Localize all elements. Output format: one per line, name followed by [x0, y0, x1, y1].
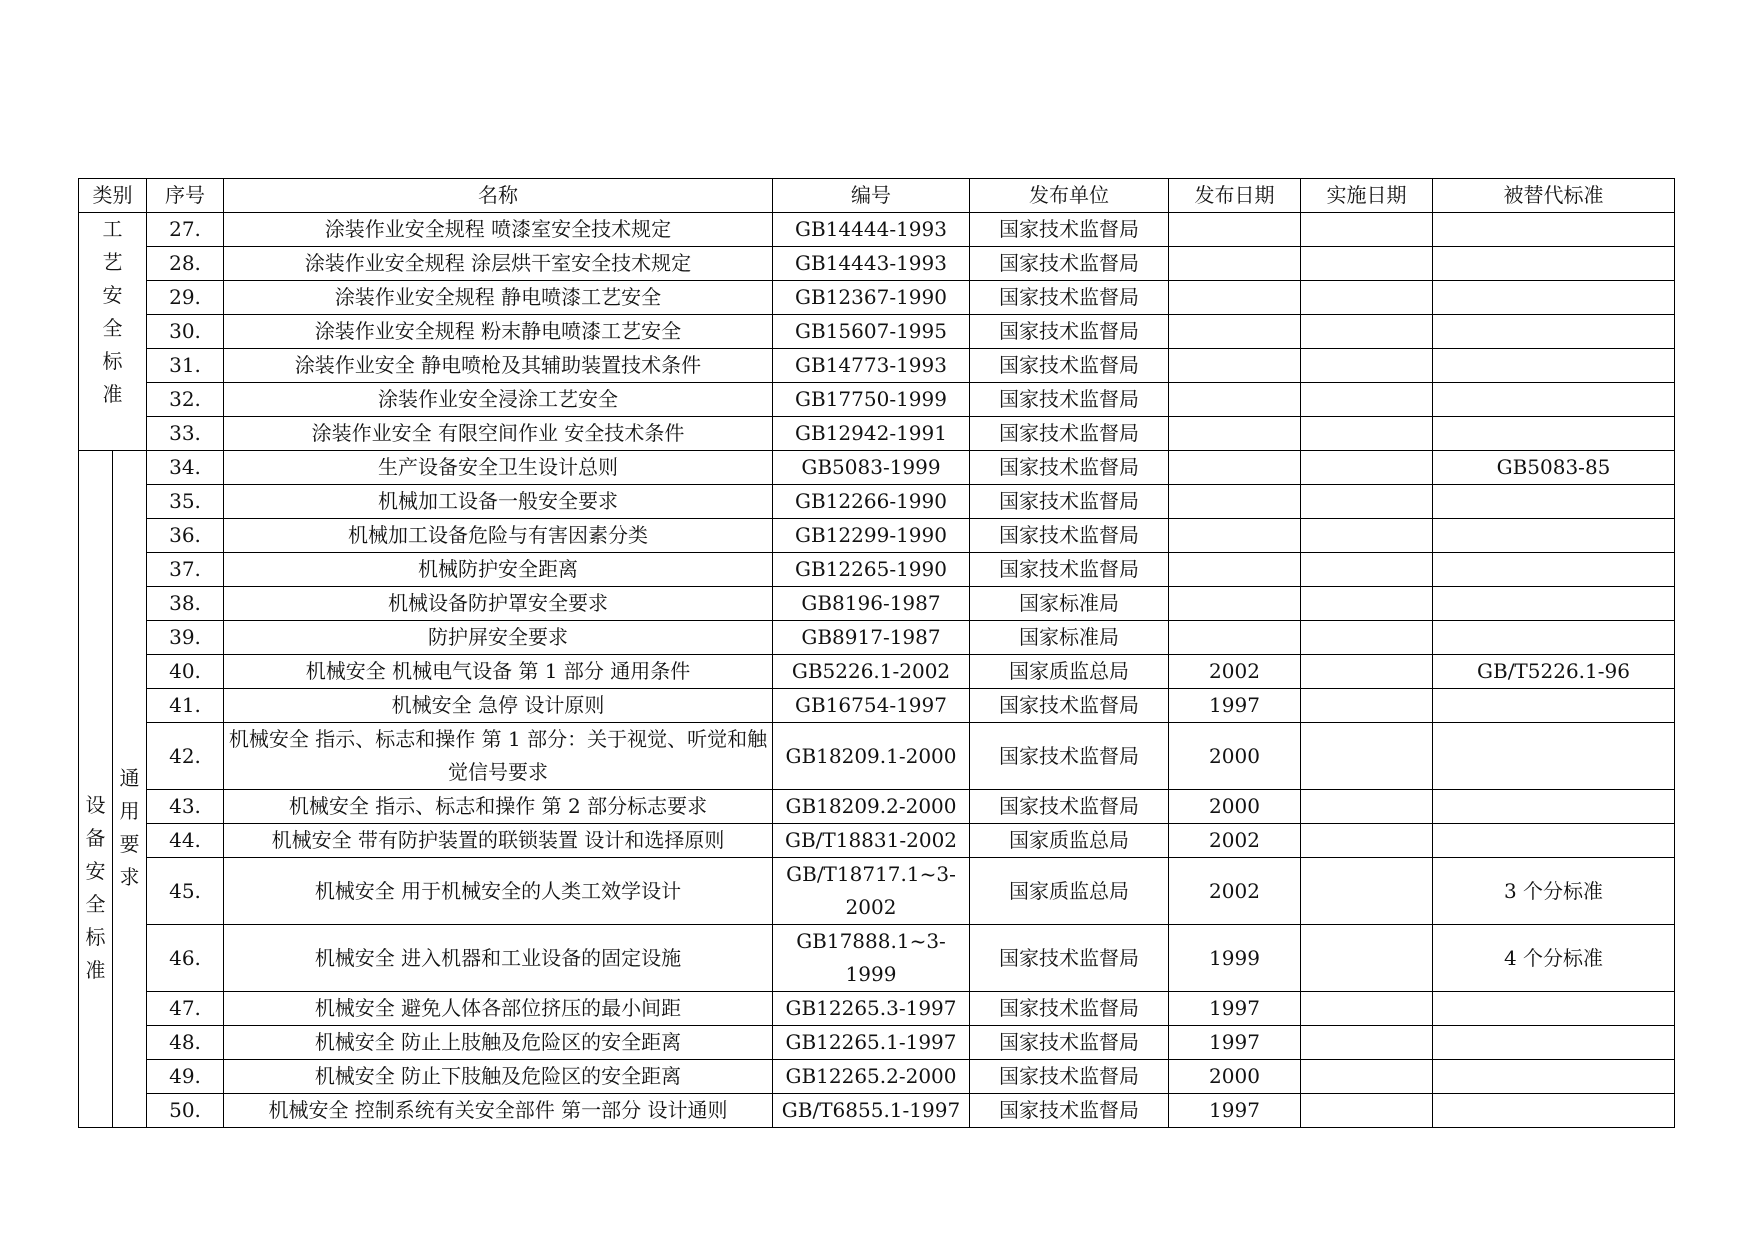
table-row: [79, 519, 1675, 553]
cell-implement-date: [1301, 213, 1433, 247]
cell-seq: 40.: [147, 655, 224, 689]
cell-publish-date: [1169, 315, 1301, 349]
cell-name: 机械加工设备一般安全要求: [224, 485, 773, 519]
cell-seq: 48.: [147, 1026, 224, 1060]
cell-publisher: 国家技术监督局: [970, 1026, 1169, 1060]
cell-publisher: 国家技术监督局: [970, 485, 1169, 519]
cell-replaced: 3 个分标准: [1433, 858, 1675, 925]
cell-implement-date: [1301, 824, 1433, 858]
cell-replaced: [1433, 689, 1675, 723]
cell-publish-date: 2002: [1169, 655, 1301, 689]
cell-publisher: 国家技术监督局: [970, 213, 1169, 247]
cell-implement-date: [1301, 1026, 1433, 1060]
header-seq: 序号: [147, 179, 224, 213]
cell-publish-date: [1169, 553, 1301, 587]
table-row: [79, 1060, 1675, 1094]
cell-publish-date: [1169, 587, 1301, 621]
cell-publisher: 国家技术监督局: [970, 417, 1169, 451]
cell-publisher: 国家技术监督局: [970, 383, 1169, 417]
cell-code: GB12942-1991: [773, 417, 970, 451]
cell-code: GB14443-1993: [773, 247, 970, 281]
cell-implement-date: [1301, 485, 1433, 519]
table-row: [79, 417, 1675, 451]
cell-publish-date: 2002: [1169, 824, 1301, 858]
cell-publish-date: 2000: [1169, 790, 1301, 824]
table-row: [79, 824, 1675, 858]
category-equipment-safety-label: 设备安全标准: [85, 793, 106, 982]
cell-implement-date: [1301, 689, 1433, 723]
cell-name: 机械安全 指示、标志和操作 第 2 部分标志要求: [224, 790, 773, 824]
cell-publish-date: 2000: [1169, 723, 1301, 790]
cell-seq: 35.: [147, 485, 224, 519]
cell-seq: 27.: [147, 213, 224, 247]
cell-seq: 37.: [147, 553, 224, 587]
cell-code: GB12266-1990: [773, 485, 970, 519]
cell-name: 涂装作业安全规程 涂层烘干室安全技术规定: [224, 247, 773, 281]
cell-replaced: [1433, 247, 1675, 281]
cell-publish-date: 1999: [1169, 925, 1301, 992]
cell-code: GB/T18831-2002: [773, 824, 970, 858]
cell-name: 机械安全 控制系统有关安全部件 第一部分 设计通则: [224, 1094, 773, 1128]
cell-publisher: 国家技术监督局: [970, 1094, 1169, 1128]
cell-publisher: 国家技术监督局: [970, 519, 1169, 553]
cell-replaced: [1433, 213, 1675, 247]
cell-seq: 42.: [147, 723, 224, 790]
cell-publisher: 国家技术监督局: [970, 315, 1169, 349]
cell-code: GB17750-1999: [773, 383, 970, 417]
cell-implement-date: [1301, 655, 1433, 689]
cell-publish-date: [1169, 349, 1301, 383]
cell-publish-date: 1997: [1169, 1026, 1301, 1060]
cell-implement-date: [1301, 451, 1433, 485]
table-row: [79, 1094, 1675, 1128]
table-row: [79, 247, 1675, 281]
cell-seq: 38.: [147, 587, 224, 621]
category-general-requirements-label: 通用要求: [119, 766, 140, 889]
cell-name: 机械防护安全距离: [224, 553, 773, 587]
header-code: 编号: [773, 179, 970, 213]
cell-replaced: [1433, 824, 1675, 858]
cell-implement-date: [1301, 247, 1433, 281]
cell-name: 机械安全 机械电气设备 第 1 部分 通用条件: [224, 655, 773, 689]
cell-name: 生产设备安全卫生设计总则: [224, 451, 773, 485]
cell-replaced: [1433, 587, 1675, 621]
table-row: [79, 587, 1675, 621]
table-row: [79, 1026, 1675, 1060]
table-body: [79, 213, 1675, 1128]
cell-replaced: [1433, 315, 1675, 349]
cell-seq: 31.: [147, 349, 224, 383]
header-category: 类别: [79, 179, 147, 213]
header-row: [79, 179, 1675, 213]
cell-code: GB12265.2-2000: [773, 1060, 970, 1094]
cell-publisher: 国家技术监督局: [970, 1060, 1169, 1094]
table-row: [79, 315, 1675, 349]
header-publish-date: 发布日期: [1169, 179, 1301, 213]
cell-replaced: GB5083-85: [1433, 451, 1675, 485]
header-implement-date: 实施日期: [1301, 179, 1433, 213]
table-row: [79, 553, 1675, 587]
cell-code: GB5226.1-2002: [773, 655, 970, 689]
cell-implement-date: [1301, 519, 1433, 553]
header-publisher: 发布单位: [970, 179, 1169, 213]
table-row: [79, 281, 1675, 315]
cell-publish-date: [1169, 417, 1301, 451]
table-row: [79, 485, 1675, 519]
cell-seq: 49.: [147, 1060, 224, 1094]
cell-name: 防护屏安全要求: [224, 621, 773, 655]
cell-publisher: 国家标准局: [970, 621, 1169, 655]
cell-replaced: [1433, 790, 1675, 824]
cell-seq: 44.: [147, 824, 224, 858]
table-row: [79, 655, 1675, 689]
cell-name: 机械安全 用于机械安全的人类工效学设计: [224, 858, 773, 925]
cell-name: 涂装作业安全浸涂工艺安全: [224, 383, 773, 417]
cell-publish-date: [1169, 383, 1301, 417]
cell-code: GB14444-1993: [773, 213, 970, 247]
cell-code: GB12265.3-1997: [773, 992, 970, 1026]
cell-publisher: 国家技术监督局: [970, 689, 1169, 723]
table-row: [79, 383, 1675, 417]
cell-replaced: [1433, 992, 1675, 1026]
cell-seq: 29.: [147, 281, 224, 315]
cell-implement-date: [1301, 723, 1433, 790]
cell-replaced: [1433, 349, 1675, 383]
category-equipment-safety: [79, 451, 113, 1128]
cell-implement-date: [1301, 349, 1433, 383]
cell-seq: 47.: [147, 992, 224, 1026]
cell-publisher: 国家质监总局: [970, 858, 1169, 925]
cell-replaced: [1433, 553, 1675, 587]
header-replaced: 被替代标准: [1433, 179, 1675, 213]
cell-name: 机械安全 进入机器和工业设备的固定设施: [224, 925, 773, 992]
category-general-requirements: [113, 451, 147, 1128]
cell-implement-date: [1301, 553, 1433, 587]
cell-replaced: [1433, 485, 1675, 519]
standards-table: [78, 178, 1675, 1128]
cell-name: 涂装作业安全规程 静电喷漆工艺安全: [224, 281, 773, 315]
cell-code: GB12265-1990: [773, 553, 970, 587]
cell-publish-date: [1169, 485, 1301, 519]
cell-code: GB12367-1990: [773, 281, 970, 315]
cell-implement-date: [1301, 417, 1433, 451]
cell-code: GB8196-1987: [773, 587, 970, 621]
cell-name: 机械安全 带有防护装置的联锁装置 设计和选择原则: [224, 824, 773, 858]
cell-code: GB8917-1987: [773, 621, 970, 655]
cell-code: GB16754-1997: [773, 689, 970, 723]
cell-name: 涂装作业安全 静电喷枪及其辅助装置技术条件: [224, 349, 773, 383]
cell-implement-date: [1301, 790, 1433, 824]
cell-implement-date: [1301, 1094, 1433, 1128]
cell-implement-date: [1301, 383, 1433, 417]
table-row: [79, 723, 1675, 790]
cell-seq: 28.: [147, 247, 224, 281]
cell-replaced: [1433, 519, 1675, 553]
cell-publisher: 国家技术监督局: [970, 992, 1169, 1026]
cell-publish-date: 1997: [1169, 1094, 1301, 1128]
cell-code: GB17888.1~3-1999: [773, 925, 970, 992]
cell-publisher: 国家技术监督局: [970, 925, 1169, 992]
cell-seq: 30.: [147, 315, 224, 349]
cell-replaced: [1433, 1060, 1675, 1094]
cell-publisher: 国家技术监督局: [970, 281, 1169, 315]
cell-name: 机械设备防护罩安全要求: [224, 587, 773, 621]
cell-publish-date: [1169, 247, 1301, 281]
table-row: [79, 349, 1675, 383]
cell-replaced: [1433, 383, 1675, 417]
cell-seq: 34.: [147, 451, 224, 485]
cell-publish-date: [1169, 519, 1301, 553]
cell-name: 机械安全 指示、标志和操作 第 1 部分：关于视觉、听觉和触觉信号要求: [224, 723, 773, 790]
cell-publisher: 国家标准局: [970, 587, 1169, 621]
table-row: [79, 621, 1675, 655]
table-row: [79, 925, 1675, 992]
cell-code: GB12299-1990: [773, 519, 970, 553]
cell-publish-date: 1997: [1169, 689, 1301, 723]
cell-seq: 41.: [147, 689, 224, 723]
cell-code: GB5083-1999: [773, 451, 970, 485]
cell-replaced: [1433, 621, 1675, 655]
table-row: [79, 451, 1675, 485]
cell-publish-date: 2000: [1169, 1060, 1301, 1094]
cell-publisher: 国家技术监督局: [970, 790, 1169, 824]
cell-replaced: [1433, 417, 1675, 451]
cell-name: 机械安全 防止上肢触及危险区的安全距离: [224, 1026, 773, 1060]
table-row: [79, 992, 1675, 1026]
cell-seq: 32.: [147, 383, 224, 417]
cell-publish-date: [1169, 213, 1301, 247]
cell-publisher: 国家质监总局: [970, 655, 1169, 689]
cell-seq: 43.: [147, 790, 224, 824]
cell-code: GB12265.1-1997: [773, 1026, 970, 1060]
cell-seq: 33.: [147, 417, 224, 451]
cell-publisher: 国家质监总局: [970, 824, 1169, 858]
table-row: [79, 213, 1675, 247]
cell-publish-date: 1997: [1169, 992, 1301, 1026]
cell-implement-date: [1301, 925, 1433, 992]
cell-implement-date: [1301, 858, 1433, 925]
cell-implement-date: [1301, 621, 1433, 655]
cell-code: GB14773-1993: [773, 349, 970, 383]
cell-name: 机械安全 急停 设计原则: [224, 689, 773, 723]
cell-seq: 45.: [147, 858, 224, 925]
cell-seq: 36.: [147, 519, 224, 553]
table-row: [79, 790, 1675, 824]
cell-publisher: 国家技术监督局: [970, 451, 1169, 485]
cell-replaced: [1433, 281, 1675, 315]
cell-publisher: 国家技术监督局: [970, 723, 1169, 790]
header-name: 名称: [224, 179, 773, 213]
cell-name: 涂装作业安全规程 喷漆室安全技术规定: [224, 213, 773, 247]
cell-publisher: 国家技术监督局: [970, 247, 1169, 281]
cell-publish-date: [1169, 451, 1301, 485]
cell-replaced: [1433, 1094, 1675, 1128]
cell-replaced: [1433, 723, 1675, 790]
cell-implement-date: [1301, 315, 1433, 349]
table-row: [79, 858, 1675, 925]
cell-seq: 50.: [147, 1094, 224, 1128]
cell-publish-date: 2002: [1169, 858, 1301, 925]
cell-publisher: 国家技术监督局: [970, 553, 1169, 587]
cell-name: 机械安全 防止下肢触及危险区的安全距离: [224, 1060, 773, 1094]
category-process-safety: [79, 213, 147, 451]
cell-code: GB15607-1995: [773, 315, 970, 349]
cell-name: 涂装作业安全 有限空间作业 安全技术条件: [224, 417, 773, 451]
cell-code: GB/T6855.1-1997: [773, 1094, 970, 1128]
cell-seq: 39.: [147, 621, 224, 655]
cell-code: GB18209.1-2000: [773, 723, 970, 790]
cell-name: 机械加工设备危险与有害因素分类: [224, 519, 773, 553]
cell-publish-date: [1169, 621, 1301, 655]
cell-implement-date: [1301, 587, 1433, 621]
cell-replaced: GB/T5226.1-96: [1433, 655, 1675, 689]
cell-replaced: [1433, 1026, 1675, 1060]
cell-name: 机械安全 避免人体各部位挤压的最小间距: [224, 992, 773, 1026]
cell-code: GB18209.2-2000: [773, 790, 970, 824]
category-process-safety-label: 工艺安全标准: [102, 217, 123, 406]
cell-name: 涂装作业安全规程 粉末静电喷漆工艺安全: [224, 315, 773, 349]
cell-implement-date: [1301, 281, 1433, 315]
table-row: [79, 689, 1675, 723]
cell-code: GB/T18717.1~3-2002: [773, 858, 970, 925]
cell-publisher: 国家技术监督局: [970, 349, 1169, 383]
cell-implement-date: [1301, 992, 1433, 1026]
cell-implement-date: [1301, 1060, 1433, 1094]
cell-replaced: 4 个分标准: [1433, 925, 1675, 992]
cell-seq: 46.: [147, 925, 224, 992]
cell-publish-date: [1169, 281, 1301, 315]
